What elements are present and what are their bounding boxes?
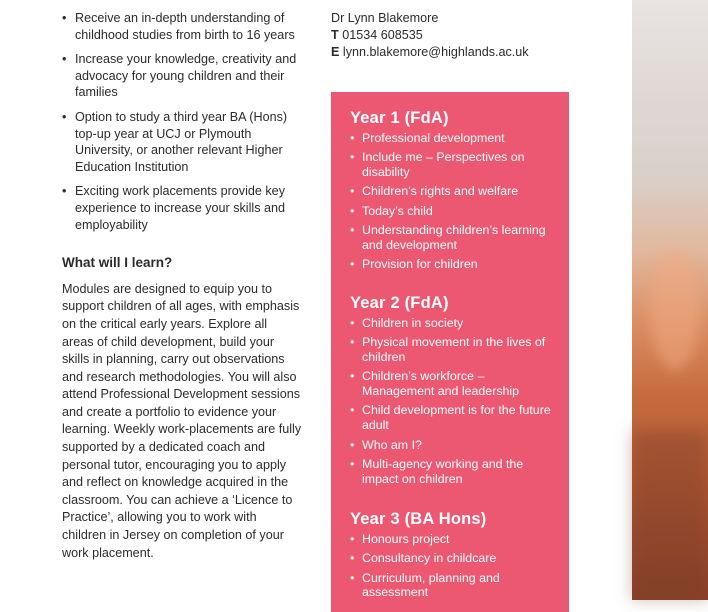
module-item: • Physical movement in the lives of children (350, 335, 560, 365)
year-1-modules (350, 131, 560, 272)
module-item: • Child development is for the future adult (350, 403, 560, 433)
year-3-block (350, 510, 560, 605)
benefit-item: • Receive an in-depth understanding of childhood studies from birth to 16 years (62, 10, 302, 43)
email-label: E (331, 45, 340, 59)
year-1-block (350, 109, 560, 276)
benefit-item: • Increase your knowledge, creativity and advocacy for young children and their families (62, 51, 302, 101)
module-item: • Children’s workforce – Management and leadership (350, 369, 560, 399)
benefits-list (62, 10, 302, 233)
year-1-title: Year 1 (FdA) (350, 109, 449, 127)
module-item: • Today’s child (350, 204, 560, 219)
contact-name: Dr Lynn Blakemore (331, 11, 439, 25)
child-photo (632, 0, 708, 600)
modules-panel (331, 92, 569, 612)
year-2-title: Year 2 (FdA) (350, 294, 449, 312)
module-item: • Multi-agency working and the impact on children (350, 457, 560, 487)
email-address[interactable]: lynn.blakemore@highlands.ac.uk (342, 45, 529, 59)
learn-heading: What will I learn? (62, 255, 173, 271)
benefit-item: • Exciting work placements provide key experience to increase your skills and employability (62, 183, 302, 233)
learn-paragraph: Modules are designed to equip you to support children of all ages, with emphasis on the critical early years. Explore all areas of child development, build your skills in planning, carry out observations and research methodologies. You will also attend Professional Development sessions and create a portfolio to evidence your learning. Weekly work-placements are fully supported by a dedicated coach and personal tutor, encouraging you to apply and reflect on knowledge acquired in the classroom. You can achieve a ‘Licence to Practice’, allowing you to work with children in Jersey on completion of your work placement. (62, 281, 302, 560)
contact-block (331, 10, 529, 61)
phone-label: T (331, 28, 339, 42)
module-item: • Understanding children’s learning and development (350, 223, 560, 253)
photo-highlight (650, 250, 700, 370)
year-2-modules (350, 316, 560, 486)
module-item: • Provision for children (350, 257, 560, 272)
module-item: • Children in society (350, 316, 560, 331)
photo-shadow (632, 430, 708, 600)
module-item: • Children’s rights and welfare (350, 184, 560, 199)
year-3-title: Year 3 (BA Hons) (350, 510, 487, 528)
module-item: • Include me – Perspectives on disability (350, 150, 560, 180)
left-column (62, 10, 302, 562)
module-item: • Honours project (350, 532, 560, 547)
module-item: • Consultancy in childcare (350, 551, 560, 566)
contact-email-row (331, 44, 529, 61)
benefit-item: • Option to study a third year BA (Hons) top-up year at UCJ or Plymouth University, or another relevant Higher Education Institution (62, 109, 302, 175)
module-item: • Professional development (350, 131, 560, 146)
module-item: • Who am I? (350, 438, 560, 453)
year-2-block (350, 294, 560, 491)
year-3-modules (350, 532, 560, 600)
contact-phone-row (331, 27, 529, 44)
phone-number[interactable]: 01534 608535 (342, 28, 423, 42)
module-item: • Curriculum, planning and assessment (350, 571, 560, 601)
